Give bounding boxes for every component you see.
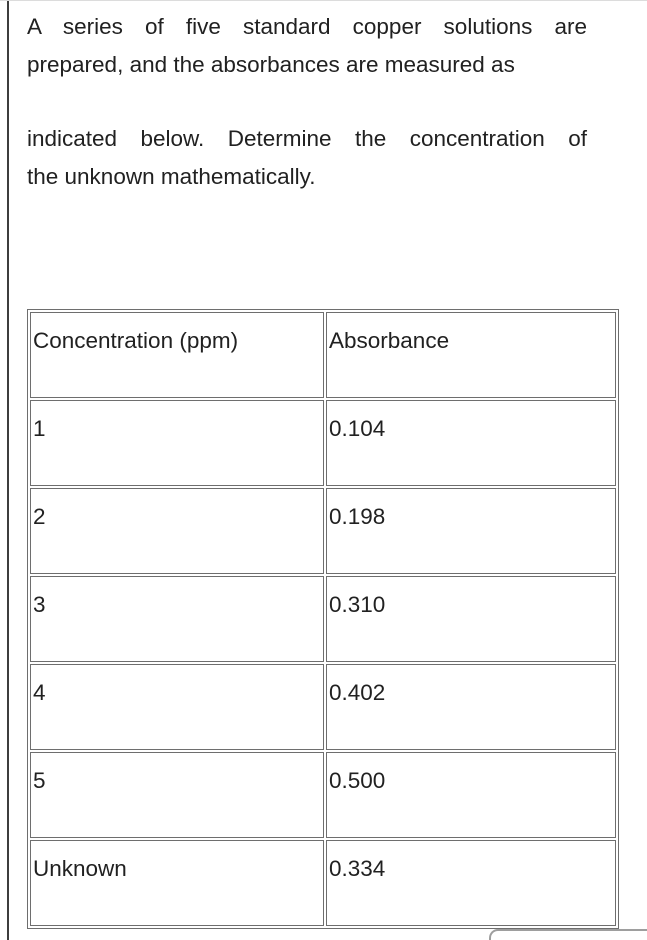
table-row bbox=[30, 664, 616, 750]
table-cell-absorbance: 0.500 bbox=[326, 752, 616, 838]
table-cell-concentration: 3 bbox=[30, 576, 324, 662]
table-header-concentration: Concentration (ppm) bbox=[30, 312, 324, 398]
table-row bbox=[30, 752, 616, 838]
left-border-line bbox=[7, 1, 9, 940]
table-row bbox=[30, 488, 616, 574]
table-cell-absorbance: 0.334 bbox=[326, 840, 616, 926]
table-row bbox=[30, 840, 616, 926]
table-cell-absorbance: 0.104 bbox=[326, 400, 616, 486]
question-text-line: A series of five standard copper solutions are bbox=[27, 14, 587, 39]
table-header-absorbance: Absorbance bbox=[326, 312, 616, 398]
question-paragraph-1 bbox=[27, 8, 587, 84]
table-cell-absorbance: 0.402 bbox=[326, 664, 616, 750]
table-header-row bbox=[30, 312, 616, 398]
table-cell-concentration: Unknown bbox=[30, 840, 324, 926]
table-cell-absorbance: 0.310 bbox=[326, 576, 616, 662]
table-cell-concentration: 5 bbox=[30, 752, 324, 838]
table-cell-absorbance: 0.198 bbox=[326, 488, 616, 574]
table-cell-concentration: 4 bbox=[30, 664, 324, 750]
table-row bbox=[30, 400, 616, 486]
question-text-line: indicated below. Determine the concentration of bbox=[27, 126, 587, 151]
question-paragraph-2 bbox=[27, 120, 587, 196]
question-text-line: the unknown mathematically. bbox=[27, 164, 316, 189]
absorbance-data-table bbox=[27, 309, 619, 929]
table-row bbox=[30, 576, 616, 662]
horizontal-scrollbar-thumb[interactable] bbox=[489, 929, 647, 940]
table-cell-concentration: 2 bbox=[30, 488, 324, 574]
table-cell-concentration: 1 bbox=[30, 400, 324, 486]
question-text-line: prepared, and the absorbances are measured as bbox=[27, 52, 515, 77]
question-content bbox=[27, 8, 619, 929]
